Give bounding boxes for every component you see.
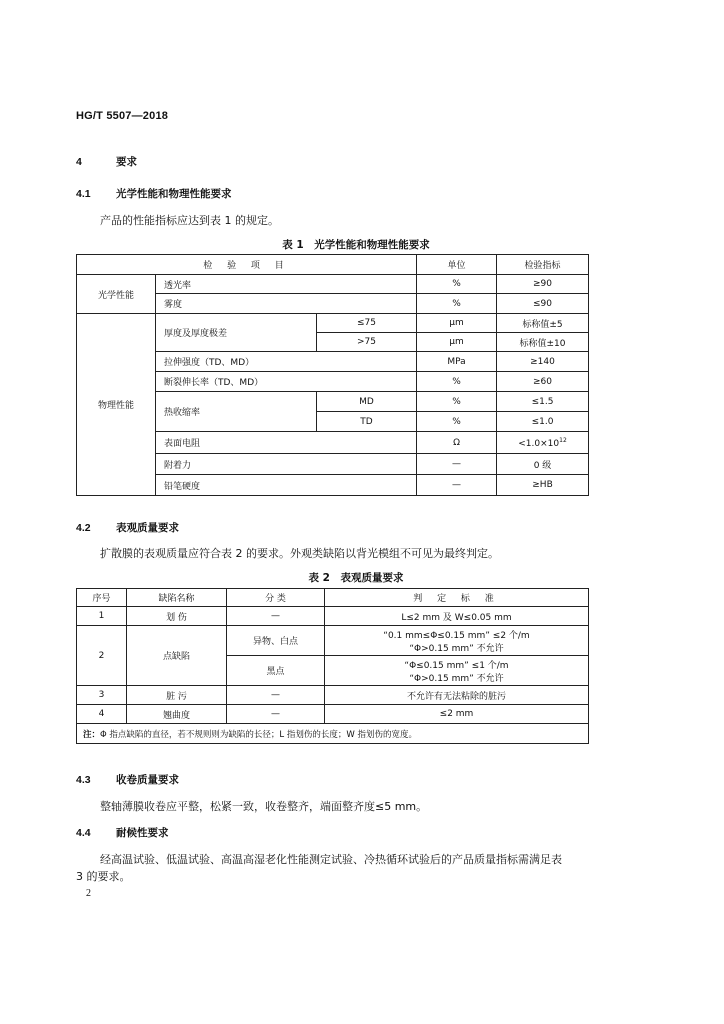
table-2-caption: 表 2 表观质量要求 — [308, 572, 404, 584]
table-header-name: 缺陷名称 — [127, 589, 227, 607]
standard-line: “0.1 mm≤Φ≤0.15 mm” ≤2 个/m — [383, 630, 530, 641]
defect-class: — — [227, 686, 325, 705]
document-code: HG/T 5507—2018 — [76, 110, 169, 122]
section-4-3-heading — [76, 772, 179, 787]
section-number: 4.3 — [76, 774, 91, 786]
table-header-value: 检验指标 — [497, 255, 589, 275]
value-cell: ≤90 — [497, 294, 589, 314]
defect-standard: ≤2 mm — [325, 705, 589, 724]
unit-cell: % — [417, 392, 497, 412]
unit-cell: % — [417, 294, 497, 314]
value-cell: ≤1.5 — [497, 392, 589, 412]
section-title: 收卷质量要求 — [116, 774, 179, 786]
unit-cell: % — [417, 275, 497, 294]
item-transmittance: 透光率 — [156, 275, 417, 294]
section-number: 4.1 — [76, 188, 91, 200]
value-cell: 标称值±10 — [497, 333, 589, 352]
item-adhesion: 附着力 — [156, 454, 417, 475]
section-number: 4.2 — [76, 522, 91, 534]
section-4-1-paragraph: 产品的性能指标应达到表 1 的规定。 — [100, 214, 279, 227]
section-4-4-paragraph-line-1: 经高温试验、低温试验、高温高湿老化性能测定试验、冷热循环试验后的产品质量指标需满足表 — [100, 853, 562, 866]
table-header-unit: 单位 — [417, 255, 497, 275]
section-title: 要求 — [116, 156, 137, 168]
table-header-item: 检 验 项 目 — [77, 255, 417, 275]
defect-standard — [325, 656, 589, 686]
table-header-class: 分 类 — [227, 589, 325, 607]
table-1 — [76, 254, 589, 496]
value-cell — [497, 432, 589, 454]
value-exponent: 12 — [559, 436, 567, 444]
defect-standard — [325, 626, 589, 656]
defect-class: 黑点 — [227, 656, 325, 686]
defect-name: 脏 污 — [127, 686, 227, 705]
section-4-4-heading — [76, 825, 169, 840]
value-cell: ≥140 — [497, 352, 589, 372]
section-title: 表观质量要求 — [116, 522, 179, 534]
table-1-caption: 表 1 光学性能和物理性能要求 — [282, 239, 430, 251]
value-cell: 标称值±5 — [497, 314, 589, 333]
unit-cell: — — [417, 475, 497, 496]
sub-cell: TD — [317, 412, 417, 432]
note-text: Φ 指点缺陷的直径，若不规则则为缺陷的长径；L 指划伤的长度；W 指划伤的宽度。 — [100, 729, 417, 740]
value-cell: ≥90 — [497, 275, 589, 294]
page-number: 2 — [86, 888, 91, 899]
item-haze: 雾度 — [156, 294, 417, 314]
standard-line: “Φ>0.15 mm” 不允许 — [409, 643, 504, 654]
section-number: 4 — [76, 156, 82, 168]
unit-cell: % — [417, 372, 497, 392]
defect-name: 划 伤 — [127, 607, 227, 626]
standard-line: “Φ>0.15 mm” 不允许 — [409, 673, 504, 684]
value-cell: ≤1.0 — [497, 412, 589, 432]
sub-cell: >75 — [317, 333, 417, 352]
row-number: 4 — [77, 705, 127, 724]
section-title: 光学性能和物理性能要求 — [116, 188, 232, 200]
group-optical: 光学性能 — [77, 275, 156, 314]
item-resistance: 表面电阻 — [156, 432, 417, 454]
sub-cell: MD — [317, 392, 417, 412]
row-number: 3 — [77, 686, 127, 705]
table-header-standard: 判 定 标 准 — [325, 589, 589, 607]
defect-class: — — [227, 607, 325, 626]
unit-cell: MPa — [417, 352, 497, 372]
unit-cell: Ω — [417, 432, 497, 454]
section-title: 耐候性要求 — [116, 827, 169, 839]
section-4-1-heading — [76, 186, 232, 201]
note-label: 注： — [83, 729, 101, 740]
item-elongation: 断裂伸长率（TD、MD） — [156, 372, 417, 392]
value-cell: 0 级 — [497, 454, 589, 475]
value-cell: ≥60 — [497, 372, 589, 392]
standard-line: “Φ≤0.15 mm” ≤1 个/m — [404, 660, 509, 671]
item-thickness: 厚度及厚度极差 — [156, 314, 317, 352]
unit-cell: μm — [417, 333, 497, 352]
defect-standard: L≤2 mm 及 W≤0.05 mm — [325, 607, 589, 626]
defect-name: 点缺陷 — [127, 626, 227, 686]
item-tensile: 拉伸强度（TD、MD） — [156, 352, 417, 372]
value-cell: ≥HB — [497, 475, 589, 496]
table-2 — [76, 588, 589, 744]
section-4-2-paragraph: 扩散膜的表观质量应符合表 2 的要求。外观类缺陷以背光模组不可见为最终判定。 — [100, 547, 499, 560]
section-number: 4.4 — [76, 827, 91, 839]
item-hardness: 铅笔硬度 — [156, 475, 417, 496]
item-shrink: 热收缩率 — [156, 392, 317, 432]
unit-cell: μm — [417, 314, 497, 333]
defect-class: — — [227, 705, 325, 724]
table-note — [77, 724, 589, 744]
defect-standard: 不允许有无法粘除的脏污 — [325, 686, 589, 705]
section-4-2-heading — [76, 520, 179, 535]
row-number: 2 — [77, 626, 127, 686]
section-4-heading — [76, 154, 137, 169]
table-header-no: 序号 — [77, 589, 127, 607]
unit-cell: % — [417, 412, 497, 432]
section-4-3-paragraph: 整轴薄膜收卷应平整，松紧一致，收卷整齐，端面整齐度≤5 mm。 — [100, 800, 428, 813]
defect-class: 异物、白点 — [227, 626, 325, 656]
section-4-4-paragraph-line-2: 3 的要求。 — [76, 870, 131, 883]
row-number: 1 — [77, 607, 127, 626]
sub-cell: ≤75 — [317, 314, 417, 333]
group-physical: 物理性能 — [77, 314, 156, 496]
value-base: <1.0×10 — [518, 438, 560, 449]
unit-cell: — — [417, 454, 497, 475]
defect-name: 翘曲度 — [127, 705, 227, 724]
